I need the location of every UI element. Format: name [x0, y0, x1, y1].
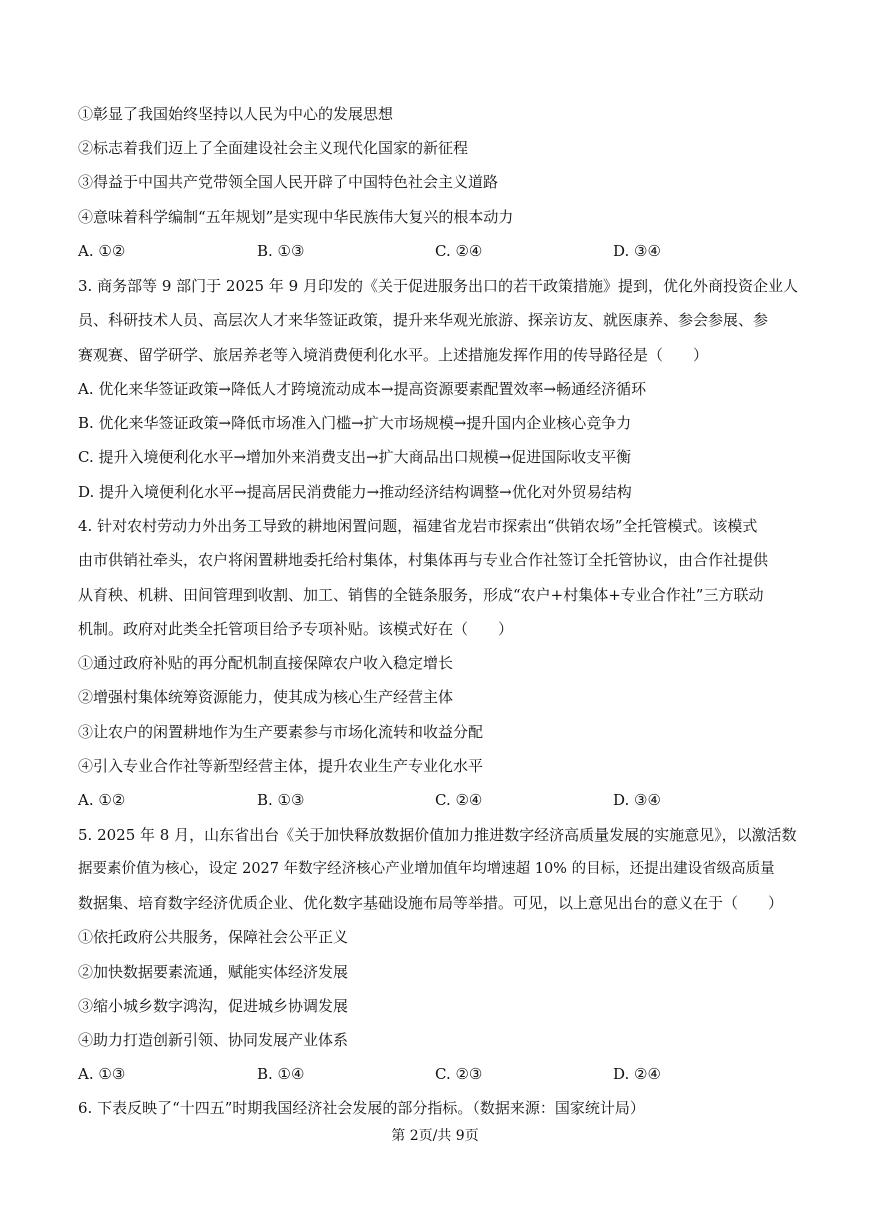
q4-options	[78, 790, 798, 810]
q3-option-a: A. 优化来华签证政策→降低人才跨境流动成本→提高资源要素配置效率→畅通经济循环	[78, 380, 647, 398]
q5-stem-line-2: 据要素价值为核心，设定 2027 年数字经济核心产业增加值年均增速超 10% 的目标，还提出建设省级高质量	[78, 861, 775, 877]
q3-stem-line-2: 员、科研技术人员、高层次人才来华签证政策，提升来华观光旅游、探亲访友、就医康养、参会参展、参	[78, 311, 769, 329]
q3-stem-line-3: 赛观赛、留学研学、旅居养老等入境消费便利化水平。上述措施发挥作用的传导路径是（ ）	[78, 346, 709, 364]
q5-item-2: ②加快数据要素流通，赋能实体经济发展	[78, 963, 349, 981]
q3-option-c: C. 提升入境便利化水平→增加外来消费支出→扩大商品出口规模→促进国际收支平衡	[78, 448, 632, 466]
q5-item-4: ④助力打造创新引领、协同发展产业体系	[78, 1031, 349, 1049]
q4-option-c: C. ②④	[435, 791, 483, 809]
q3-option-d: D. 提升入境便利化水平→提高居民消费能力→推动经济结构调整→优化对外贸易结构	[78, 483, 632, 501]
q4-item-3: ③让农户的闲置耕地作为生产要素参与市场化流转和收益分配	[78, 723, 484, 741]
q2-option-c: C. ②④	[435, 242, 483, 260]
q4-option-a: A. ①②	[78, 791, 126, 809]
q5-item-1: ①依托政府公共服务，保障社会公平正义	[78, 928, 349, 946]
q2-item-4: ④意味着科学编制“五年规划”是实现中华民族伟大复兴的根本动力	[78, 208, 514, 226]
q5-option-b: B. ①④	[257, 1065, 305, 1083]
q3-stem-line-1: 3. 商务部等 9 部门于 2025 年 9 月印发的《关于促进服务出口的若干政策措施》提到，优化外商投资企业人	[78, 277, 798, 295]
q2-item-3: ③得益于中国共产党带领全国人民开辟了中国特色社会主义道路	[78, 173, 499, 191]
q5-option-a: A. ①③	[78, 1065, 126, 1083]
q4-item-1: ①通过政府补贴的再分配机制直接保障农户收入稳定增长	[78, 654, 454, 672]
q4-stem-line-1: 4. 针对农村劳动力外出务工导致的耕地闲置问题，福建省龙岩市探索出“供销农场”全托管模式。该模式	[78, 517, 758, 535]
q5-stem-line-1: 5. 2025 年 8 月，山东省出台《关于加快释放数据价值加力推进数字经济高质量发展的实施意见》，以激活数	[78, 826, 797, 844]
q5-options	[78, 1064, 798, 1084]
q2-option-b: B. ①③	[257, 242, 305, 260]
q6-stem: 6. 下表反映了“十四五”时期我国经济社会发展的部分指标。（数据来源：国家统计局）	[78, 1099, 645, 1117]
q2-item-2: ②标志着我们迈上了全面建设社会主义现代化国家的新征程	[78, 139, 469, 157]
page-number-footer: 第 2页/共 9页	[391, 1128, 479, 1144]
q4-stem-line-2: 由市供销社牵头，农户将闲置耕地委托给村集体，村集体再与专业合作社签订全托管协议，由合作社提供	[78, 551, 769, 569]
q4-item-2: ②增强村集体统筹资源能力，使其成为核心生产经营主体	[78, 688, 454, 706]
q2-item-1: ①彰显了我国始终坚持以人民为中心的发展思想	[78, 105, 394, 123]
q4-stem-line-4: 机制。政府对此类全托管项目给予专项补贴。该模式好在（ ）	[78, 620, 514, 638]
q5-option-c: C. ②③	[435, 1065, 483, 1083]
q4-option-b: B. ①③	[257, 791, 305, 809]
q5-stem-line-3: 数据集、培育数字经济优质企业、优化数字基础设施布局等举措。可见，以上意见出台的意义在于（ ）	[78, 894, 784, 912]
q5-item-3: ③缩小城乡数字鸿沟，促进城乡协调发展	[78, 997, 349, 1015]
q2-options	[78, 241, 798, 261]
q4-stem-line-3: 从育秧、机耕、田间管理到收割、加工、销售的全链条服务，形成“农户+村集体+专业合作社”三方联动	[78, 586, 764, 604]
q4-item-4: ④引入专业合作社等新型经营主体，提升农业生产专业化水平	[78, 757, 484, 775]
q3-option-b: B. 优化来华签证政策→降低市场准入门槛→扩大市场规模→提升国内企业核心竞争力	[78, 414, 632, 432]
q4-option-d: D. ③④	[613, 791, 661, 809]
q2-option-a: A. ①②	[78, 242, 126, 260]
q2-option-d: D. ③④	[613, 242, 661, 260]
q5-option-d: D. ②④	[613, 1065, 661, 1083]
